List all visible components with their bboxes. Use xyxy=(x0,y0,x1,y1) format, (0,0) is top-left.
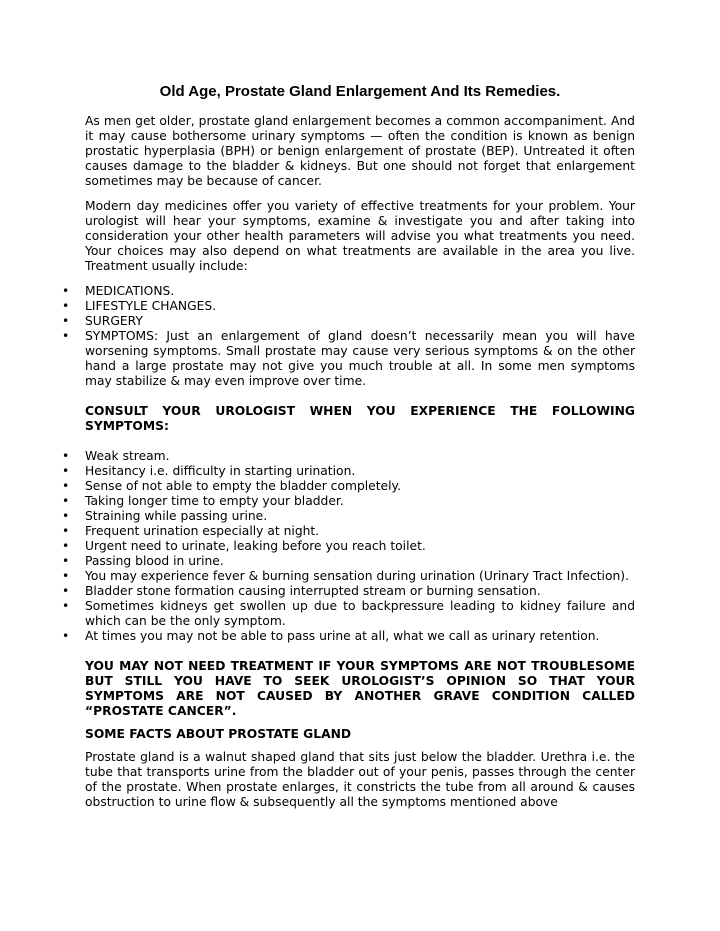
list-item: • Weak stream. xyxy=(85,449,635,464)
treatments-list xyxy=(85,284,635,389)
intro-paragraph-1: As men get older, prostate gland enlargement becomes a common accompaniment. And it may cause bothersome urinary symptoms — often the condition is known as benign prostatic hyperplasia (BPH) or benign enlargement of prostate (BEP). Untreated it often causes damage to the bladder & kidneys. But one should not forget that enlargement sometimes may be because of cancer. xyxy=(85,114,635,188)
list-item: • Urgent need to urinate, leaking before you reach toilet. xyxy=(85,539,635,554)
intro-paragraph-2: Modern day medicines offer you variety of effective treatments for your problem. Your urologist will hear your symptoms, examine & investigate you and after taking into consideration your other health parameters will advise you what treatments you need. Your choices may also depend on what treatments are available in the area you live. Treatment usually include: xyxy=(85,199,635,273)
symptoms-list xyxy=(85,449,635,644)
facts-heading: SOME FACTS ABOUT PROSTATE GLAND xyxy=(85,727,352,741)
list-item: • You may experience fever & burning sensation during urination (Urinary Tract Infection). xyxy=(85,569,635,584)
list-item: • LIFESTYLE CHANGES. xyxy=(85,299,635,314)
list-item: • Taking longer time to empty your bladder. xyxy=(85,494,635,509)
list-item: • Straining while passing urine. xyxy=(85,509,635,524)
consult-heading: CONSULT YOUR UROLOGIST WHEN YOU EXPERIENCE THE FOLLOWING SYMPTOMS: xyxy=(85,404,635,433)
facts-paragraph: Prostate gland is a walnut shaped gland that sits just below the bladder. Urethra i.e. the tube that transports urine from the bladder out of your penis, passes through the center of the prostate. When prostate enlarges, it constricts the tube from all around & causes obstruction to urine flow & subsequently all the symptoms mentioned above xyxy=(85,750,635,809)
list-item: • Bladder stone formation causing interrupted stream or burning sensation. xyxy=(85,584,635,599)
list-item: • SYMPTOMS: Just an enlargement of gland doesn’t necessarily mean you will have worsening symptoms. Small prostate may cause very serious symptoms & on the other hand a large prostate may not give you much trouble at all. In some men symptoms may stabilize & may even improve over time. xyxy=(85,329,635,389)
list-item: • SURGERY xyxy=(85,314,635,329)
list-item: • Frequent urination especially at night. xyxy=(85,524,635,539)
warning-heading: YOU MAY NOT NEED TREATMENT IF YOUR SYMPTOMS ARE NOT TROUBLESOME BUT STILL YOU HAVE TO SEEK UROLOGIST’S OPINION SO THAT YOUR SYMPTOMS ARE NOT CAUSED BY ANOTHER GRAVE CONDITION CALLED “PROSTATE CANCER”. xyxy=(85,659,635,718)
list-item: • Sense of not able to empty the bladder completely. xyxy=(85,479,635,494)
list-item: • Hesitancy i.e. difficulty in starting urination. xyxy=(85,464,635,479)
list-item: • Passing blood in urine. xyxy=(85,554,635,569)
list-item: • Sometimes kidneys get swollen up due to backpressure leading to kidney failure and which can be the only symptom. xyxy=(85,599,635,629)
document-title: Old Age, Prostate Gland Enlargement And Its Remedies. xyxy=(159,83,561,100)
list-item: • At times you may not be able to pass urine at all, what we call as urinary retention. xyxy=(85,629,635,644)
list-item: • MEDICATIONS. xyxy=(85,284,635,299)
